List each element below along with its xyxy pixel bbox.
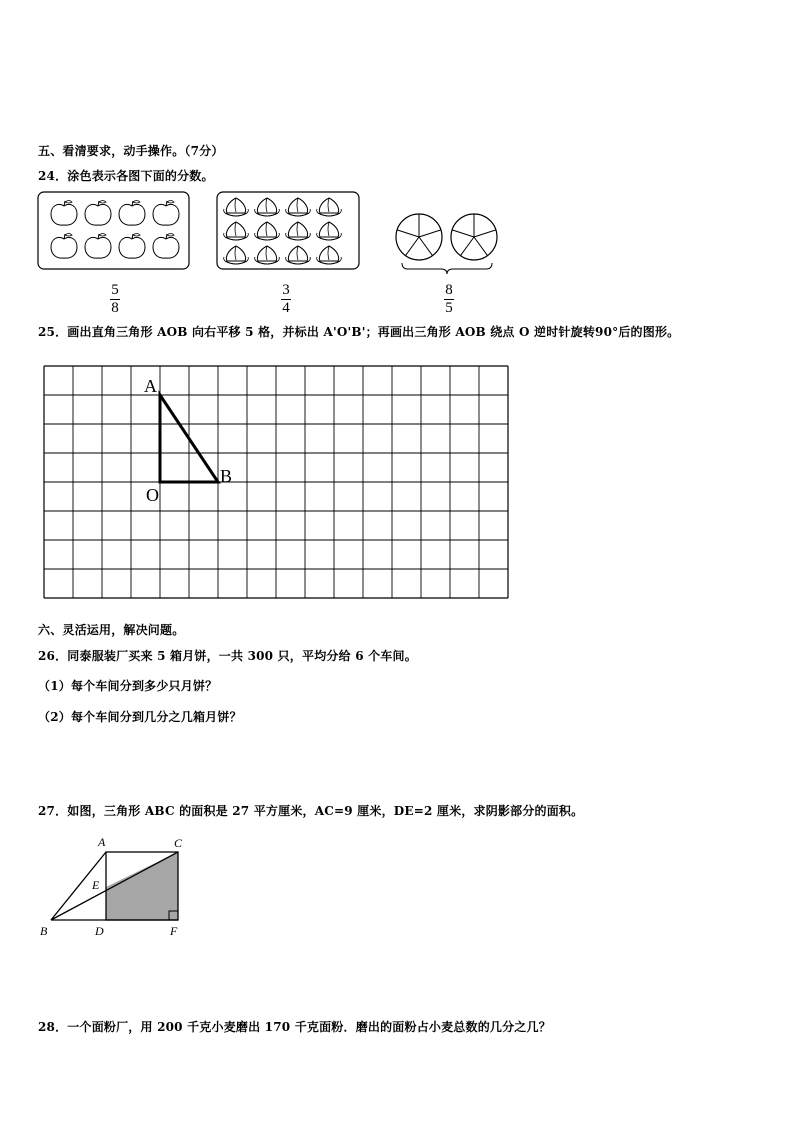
fraction-5-8: [100, 283, 130, 316]
peach-icon: [286, 222, 311, 240]
section-5-heading: 五、看清要求，动手操作。（7分）: [38, 144, 224, 158]
circle-spoke: [419, 237, 433, 256]
apple-icon: [85, 201, 111, 226]
grid-figure: [40, 362, 512, 602]
question-27-text: 27．如图，三角形 ABC 的面积是 27 平方厘米，AC=9 厘米，DE=2 厘米，求阴影部分的面积。: [38, 804, 584, 818]
label-o: O: [146, 485, 159, 505]
numerator: 8: [445, 282, 453, 298]
apple-icon: [119, 234, 145, 259]
circle-spoke: [405, 237, 419, 256]
numerator: 5: [111, 282, 119, 298]
label-e: E: [92, 878, 100, 892]
circle-spoke: [397, 230, 419, 237]
circle-5-parts-right-icon: [451, 214, 497, 260]
peach-group: [224, 198, 342, 264]
fraction-3-4: [271, 283, 301, 316]
question-26-sub-2: （2）每个车间分到几分之几箱月饼？: [38, 710, 242, 724]
apple-icon: [119, 201, 145, 226]
brace-icon: [402, 263, 492, 274]
apple-icon: [153, 234, 179, 259]
label-b: B: [40, 924, 48, 938]
peach-icon: [255, 222, 280, 240]
apple-group: [51, 201, 179, 259]
circle-spoke: [452, 230, 474, 237]
peach-icon: [317, 198, 342, 216]
circle-5-parts-left-icon: [396, 214, 442, 260]
label-d: D: [95, 924, 104, 938]
apple-icon: [51, 201, 77, 226]
peach-icon: [255, 246, 280, 264]
circle-spoke: [419, 230, 441, 237]
fraction-pictures: [36, 190, 506, 274]
peach-icon: [224, 246, 249, 264]
peach-icon: [255, 198, 280, 216]
peach-icon: [224, 222, 249, 240]
grid-lines: [44, 366, 508, 598]
peach-icon: [286, 246, 311, 264]
apple-icon: [85, 234, 111, 259]
peach-icon: [224, 198, 249, 216]
fraction-8-5: [434, 283, 464, 316]
numerator: 3: [282, 282, 290, 298]
peach-icon: [317, 246, 342, 264]
label-b: B: [220, 466, 233, 486]
denominator: 8: [111, 300, 119, 316]
question-28-text: 28．一个面粉厂，用 200 千克小麦磨出 170 千克面粉．磨出的面粉占小麦总数的几分之几？: [38, 1020, 551, 1034]
question-26-text: 26．同泰服装厂买来 5 箱月饼，一共 300 只，平均分给 6 个车间。: [38, 649, 417, 663]
circle-spoke: [474, 230, 496, 237]
apple-icon: [51, 234, 77, 259]
shaded-region: [106, 852, 178, 920]
peach-icon: [317, 222, 342, 240]
question-24-text: 24．涂色表示各图下面的分数。: [38, 169, 214, 183]
denominator: 5: [445, 300, 453, 316]
label-c: C: [174, 836, 183, 850]
label-a: A: [98, 835, 106, 849]
peach-icon: [286, 198, 311, 216]
question-26-sub-1: （1）每个车间分到多少只月饼？: [38, 679, 218, 693]
section-6-heading: 六、灵活运用，解决问题。: [38, 623, 185, 637]
apple-icon: [153, 201, 179, 226]
circle-spoke: [474, 237, 488, 256]
denominator: 4: [282, 300, 290, 316]
label-a: A: [144, 376, 157, 396]
label-f: F: [170, 924, 178, 938]
circle-spoke: [460, 237, 474, 256]
triangle-abc-figure: [36, 832, 196, 944]
question-25-text: 25．画出直角三角形 AOB 向右平移 5 格，并标出 A'O'B'；再画出三角形 AOB 绕点 O 逆时针旋转90°后的图形。: [38, 325, 680, 339]
